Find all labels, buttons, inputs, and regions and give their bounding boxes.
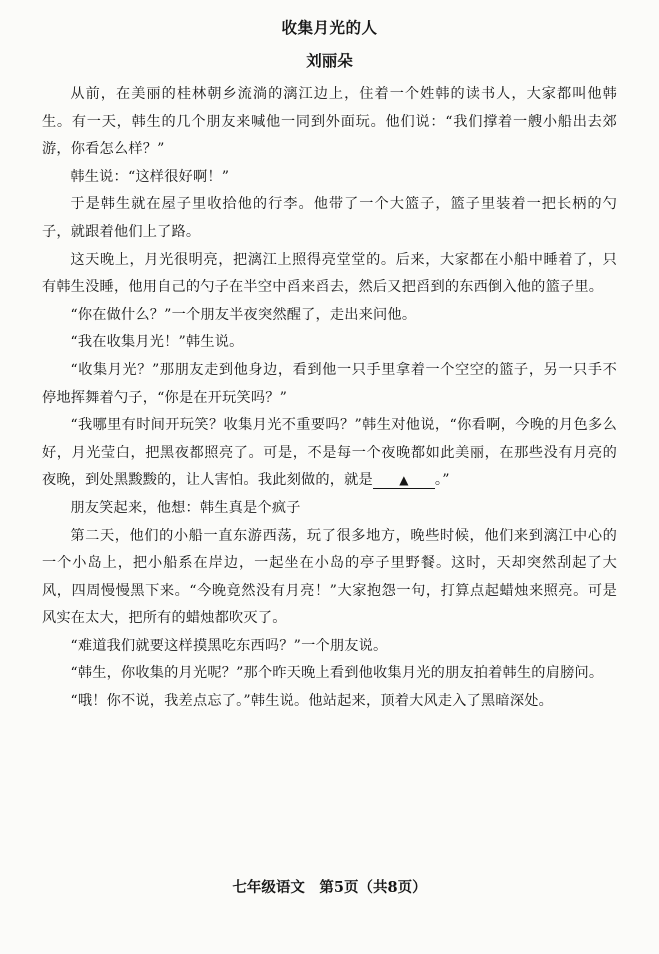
page-footer: 七年级语文 第5页（共8页）: [232, 879, 427, 896]
paragraph: 于是韩生就在屋子里收拾他的行李。他带了一个大篮子，篮子里装着一把长柄的勺子，就跟着他们上了路。: [42, 196, 617, 240]
paragraph: “你在做什么？”一个朋友半夜突然醒了，走出来问他。: [70, 306, 417, 323]
paragraph: 第二天，他们的小船一直东游西荡，玩了很多地方，晚些时候，他们来到漓江中心的一个小岛上，把小船系在岸边，一起坐在小岛的亭子里野餐。这时，天却突然刮起了大风，四周慢慢黑下来。“今晚竟然没有月亮！”大家抱怨一句，打算点起蜡烛来照亮。可是风实在太大，把所有的蜡烛都吹灭了。: [42, 527, 617, 627]
answer-blank: [373, 472, 435, 489]
paragraph: “韩生，你收集的月光呢？”那个昨天晚上看到他收集月光的朋友拍着韩生的肩膀问。: [70, 665, 604, 682]
paragraph-text-after-blank: 。”: [434, 472, 450, 489]
triangle-mark-icon: ▲: [399, 473, 409, 488]
story-title: 收集月光的人: [281, 18, 378, 37]
paragraph: “收集月光？”那朋友走到他身边，看到他一只手里拿着一个空空的篮子，另一只手不停地挥舞着勺子，“你是在开玩笑吗？”: [42, 361, 617, 406]
story-author: 刘丽朵: [306, 51, 353, 70]
paragraph: “难道我们就要这样摸黑吃东西吗？”一个朋友说。: [70, 637, 388, 654]
paragraph: 韩生说：“这样很好啊！”: [70, 168, 230, 185]
paragraph: “我在收集月光！”韩生说。: [70, 334, 244, 351]
paragraph: 从前，在美丽的桂林朝乡流淌的漓江边上，住着一个姓韩的读书人，大家都叫他韩生。有一天，韩生的几个朋友来喊他一同到外面玩。他们说：“我们撑着一艘小船出去郊游，你看怎么样？”: [42, 86, 617, 158]
paragraph-text-before-blank: “我哪里有时间开玩笑？收集月光不重要吗？”韩生对他说，“你看啊，今晚的月色多么好，月光莹白，把黑夜都照亮了。可是，不是每一个夜晚都如此美丽，在那些没有月亮的夜晚，到处黑黢黢的，让人害怕。我此刻做的，就是: [42, 417, 617, 489]
paragraph-with-blank: [42, 412, 617, 495]
paragraph: “哦！你不说，我差点忘了。”韩生说。他站起来，顶着大风走入了黑暗深处。: [70, 693, 553, 710]
paragraph: 这天晚上，月光很明亮，把漓江上照得亮堂堂的。后来，大家都在小船中睡着了，只有韩生没睡，他用自己的勺子在半空中舀来舀去，然后又把舀到的东西倒入他的篮子里。: [42, 251, 617, 296]
paragraph: 朋友笑起来，他想：韩生真是个疯子: [70, 499, 301, 516]
